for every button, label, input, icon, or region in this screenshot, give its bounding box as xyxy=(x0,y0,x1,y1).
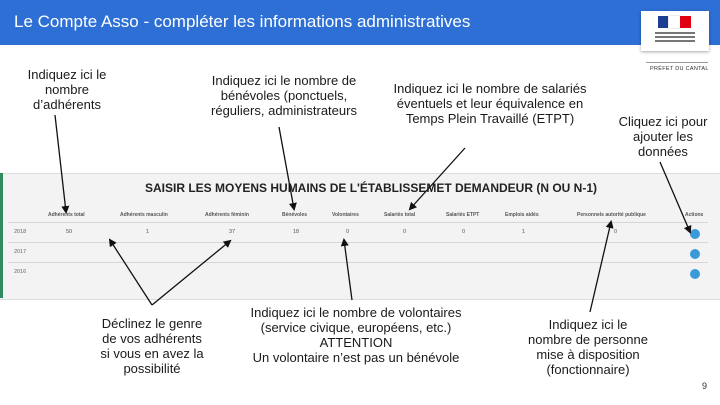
col-salaries-total: Salariés total xyxy=(384,212,416,218)
page-number: 9 xyxy=(702,381,708,391)
panel-title: SAISIR LES MOYENS HUMAINS DE L'ÉTABLISSEMET DEMANDEUR (N OU N-1) xyxy=(145,181,597,195)
col-emplois-aides: Emplois aidés xyxy=(505,212,539,218)
col-adherents-feminin: Adhérents féminin xyxy=(205,212,249,218)
note-salaries: Indiquez ici le nombre de salariés éventuels et leur équivalence en Temps Plein Travaillé (ETPT) xyxy=(393,81,587,126)
row-year: 2017 xyxy=(14,249,27,255)
note-adherents: Indiquez ici le nombre d’adhérents xyxy=(27,67,107,112)
note-benevoles: Indiquez ici le nombre de bénévoles (ponctuels, réguliers, administrateurs xyxy=(211,73,357,118)
col-personnels-autorite: Personnels autorité publique xyxy=(577,212,646,218)
col-actions: Actions xyxy=(685,212,704,218)
arrow-benevoles xyxy=(279,127,294,209)
arrow-ajouter xyxy=(660,162,690,232)
arrow-mise-a-disposition xyxy=(590,222,611,312)
cell-emplois-aides: 1 xyxy=(522,229,526,235)
note-volontaires-line: ATTENTION xyxy=(319,335,393,350)
arrow-genre-feminin xyxy=(152,241,230,305)
arrow-genre-masculin xyxy=(110,240,152,305)
cell-salaries-etpt: 0 xyxy=(462,229,466,235)
note-volontaires-line: (service civique, européens, etc.) xyxy=(260,320,452,335)
note-volontaires-line: Un volontaire n’est pas un bénévole xyxy=(252,350,460,365)
cell-salaries-total: 0 xyxy=(403,229,407,235)
arrow-adherents xyxy=(55,115,66,212)
cell-personnels-autorite: 0 xyxy=(614,229,618,235)
col-benevoles: Bénévoles xyxy=(282,212,308,218)
cell-adherents-total: 50 xyxy=(66,229,73,235)
page-title: Le Compte Asso - compléter les informations administratives xyxy=(14,12,471,31)
col-salaries-etpt: Salariés ETPT xyxy=(446,212,480,218)
prefecture-label: PRÉFET DU CANTAL xyxy=(650,66,709,72)
cell-adherents-feminin: 37 xyxy=(229,229,236,235)
cell-volontaires: 0 xyxy=(346,229,350,235)
col-adherents-total: Adhérents total xyxy=(48,212,85,218)
row-year: 2018 xyxy=(14,229,27,235)
cell-benevoles: 18 xyxy=(293,229,300,235)
note-mise-a-disposition: Indiquez ici le nombre de personne mise à disposition (fonctionnaire) xyxy=(528,317,648,377)
col-volontaires: Volontaires xyxy=(332,212,359,218)
arrow-salaries xyxy=(410,148,465,209)
arrow-volontaires xyxy=(344,240,352,300)
cell-adherents-masculin: 1 xyxy=(146,229,150,235)
note-genre: Déclinez le genre de vos adhérents si vous en avez la possibilité xyxy=(100,316,204,376)
note-volontaires-line: Indiquez ici le nombre de volontaires xyxy=(250,305,462,320)
note-ajouter: Cliquez ici pour ajouter les données xyxy=(618,114,708,159)
row-year: 2016 xyxy=(14,269,27,275)
col-adherents-masculin: Adhérents masculin xyxy=(120,212,168,218)
